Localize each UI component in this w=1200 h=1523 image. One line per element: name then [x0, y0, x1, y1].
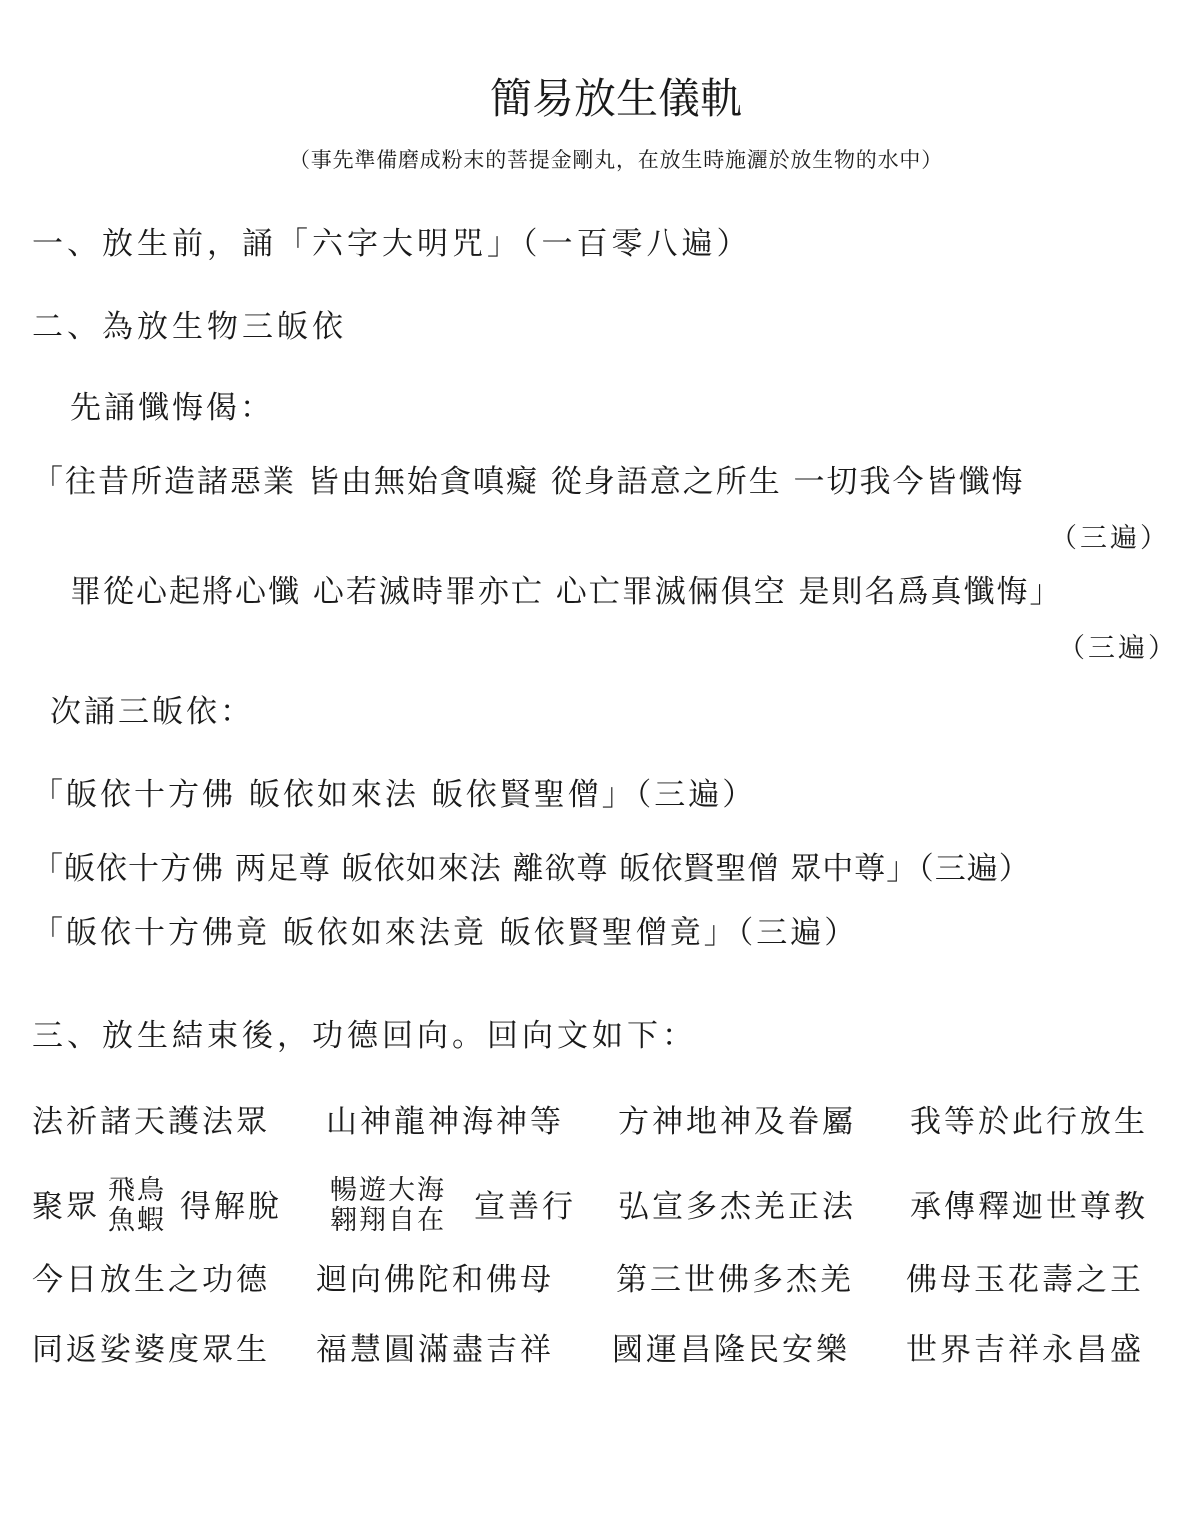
section1-heading: 一、放生前，誦「六字大明咒」（一百零八遍） [32, 226, 752, 262]
refuge-verse-line2: 「皈依十方佛 两足尊 皈依如來法 離欲尊 皈依賢聖僧 眾中尊」（三遍） [32, 851, 1031, 887]
refuge-intro: 次誦三皈依： [50, 694, 254, 730]
dedication-row2-phrase4: 承傳釋迦世尊教 [910, 1189, 1148, 1225]
dedication-row4-phrase1: 同返娑婆度眾生 [32, 1332, 270, 1368]
dedication-row3-phrase2: 迴向佛陀和佛母 [316, 1262, 554, 1298]
dedication-row1-phrase3: 方神地神及眷屬 [618, 1104, 856, 1140]
repentance-intro: 先誦懺悔偈： [70, 390, 274, 426]
section2-heading: 二、為放生物三皈依 [32, 309, 347, 345]
dedication-row1-phrase4: 我等於此行放生 [910, 1104, 1148, 1140]
dedication-row4-phrase2: 福慧圓滿盡吉祥 [316, 1332, 554, 1368]
section3-heading: 三、放生結束後，功德回向。回向文如下： [32, 1018, 697, 1054]
dedication-row2-stacked-beings [108, 1176, 166, 1236]
document-title: 簡易放生儀軌 [489, 74, 742, 123]
dedication-row1-phrase1: 法祈諸天護法眾 [32, 1104, 270, 1140]
document-subtitle: （事先準備磨成粉末的菩提金剛丸，在放生時施灑於放生物的水中） [289, 148, 943, 172]
refuge-verse-line3: 「皈依十方佛竟 皈依如來法竟 皈依賢聖僧竟」（三遍） [32, 915, 859, 951]
dedication-row2-stacked-roaming [330, 1176, 446, 1236]
dedication-row3-phrase1: 今日放生之功德 [32, 1262, 270, 1298]
dedication-row4-phrase4: 世界吉祥永昌盛 [906, 1332, 1144, 1368]
dedication-row2-good-deeds: 宣善行 [474, 1189, 576, 1225]
dedication-row4-phrase3: 國運昌隆民安樂 [612, 1332, 850, 1368]
repentance-verse-line2: 罪從心起將心懺 心若滅時罪亦亡 心亡罪滅倆俱空 是則名爲真懺悔」 [70, 574, 1063, 610]
stacked-text-fish: 魚蝦 [108, 1205, 166, 1236]
repentance-verse-line1: 「往昔所造諸惡業 皆由無始貪嗔癡 從身語意之所生 一切我今皆懺悔 [32, 464, 1025, 500]
repentance-line2-repeat-note: （三遍） [1058, 633, 1178, 664]
dedication-row3-phrase4: 佛母玉花壽之王 [906, 1262, 1144, 1298]
repentance-line1-repeat-note: （三遍） [1050, 523, 1170, 554]
stacked-text-soaring: 翱翔自在 [330, 1205, 446, 1236]
stacked-text-ocean: 暢遊大海 [330, 1175, 446, 1206]
dedication-row1-phrase2: 山神龍神海神等 [326, 1104, 564, 1140]
stacked-text-birds: 飛鳥 [108, 1175, 166, 1206]
dedication-row3-phrase3: 第三世佛多杰羌 [616, 1262, 854, 1298]
dedication-row2-liberation: 得解脫 [180, 1189, 282, 1225]
dedication-row2-prefix: 聚眾 [32, 1189, 100, 1225]
dedication-row2-phrase3: 弘宣多杰羌正法 [618, 1189, 856, 1225]
refuge-verse-line1: 「皈依十方佛 皈依如來法 皈依賢聖僧」（三遍） [32, 777, 757, 813]
